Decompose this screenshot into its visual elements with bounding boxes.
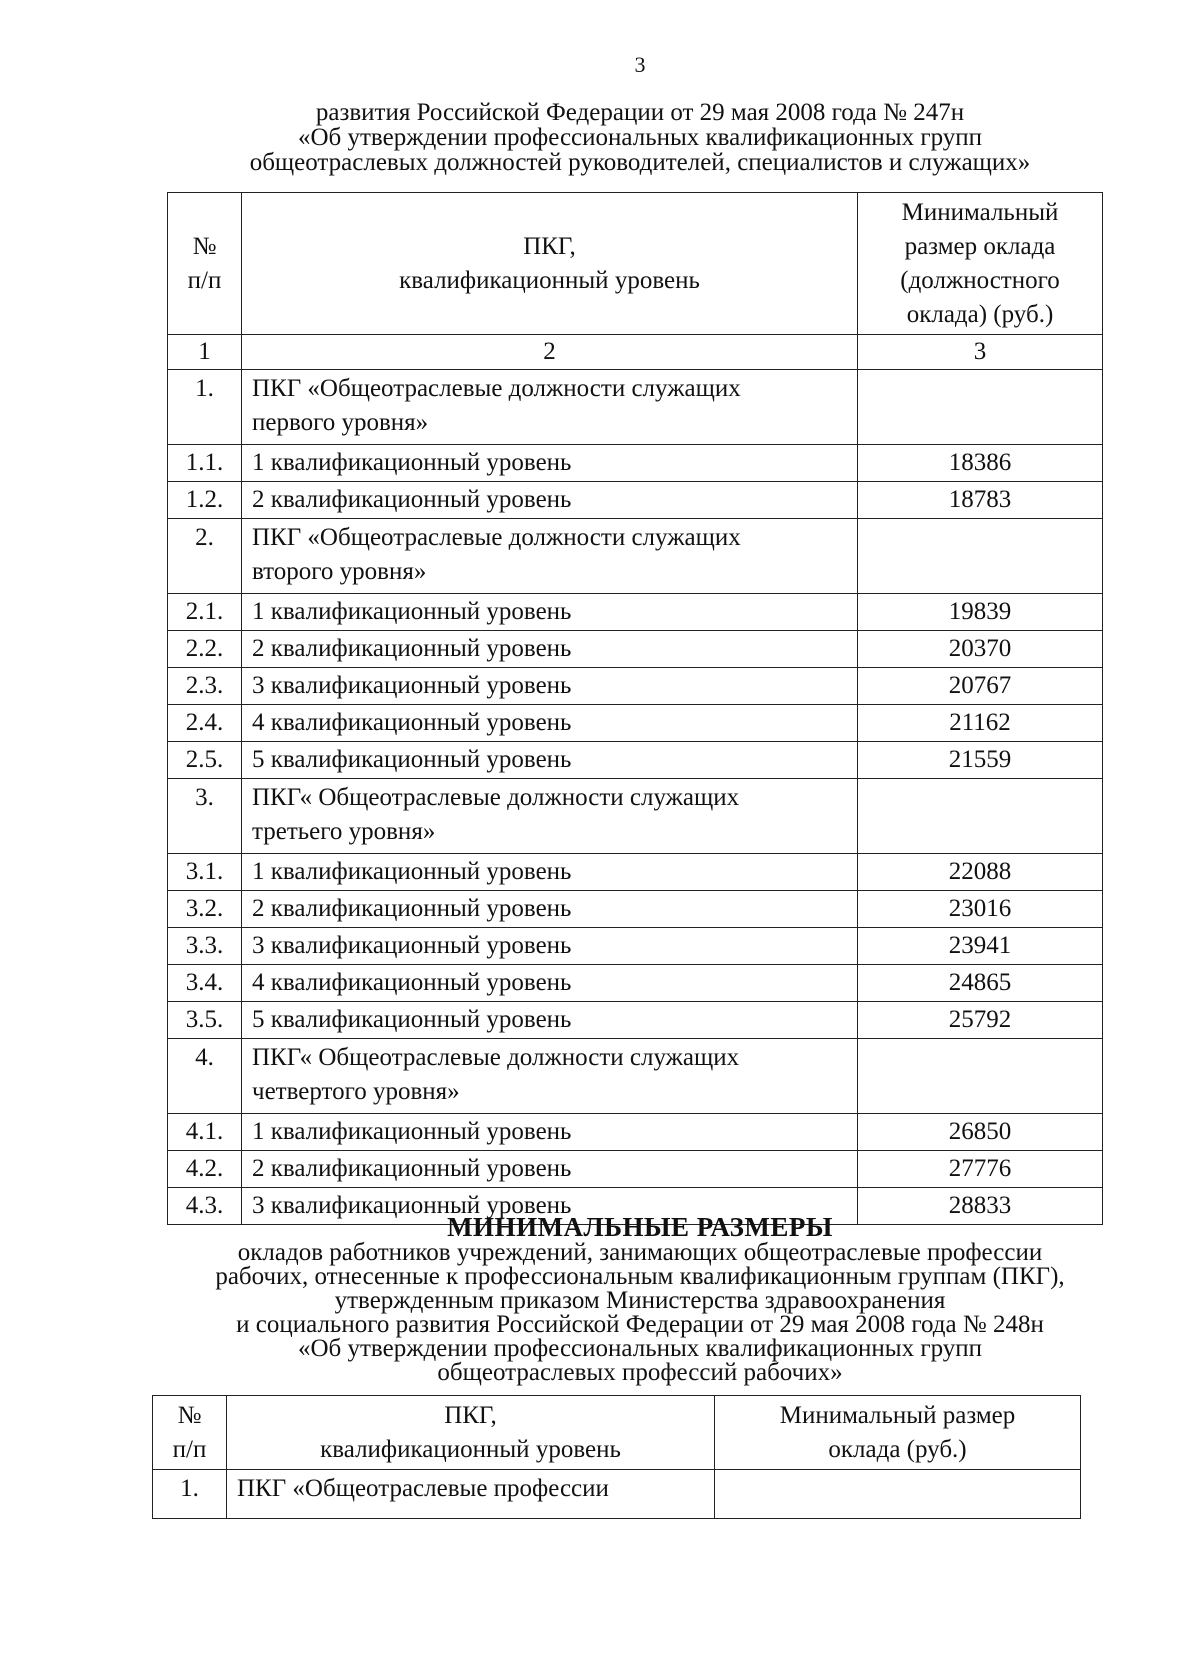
intro-line: общеотраслевых должностей руководителей, специалистов и служащих» [249,149,1031,176]
column-number: 1 [168,335,242,370]
row-number: 2.5. [168,742,242,779]
column-number: 3 [858,335,1103,370]
row-name-line: 4 квалификационный уровень [252,709,572,736]
row-name [242,1114,858,1151]
row-name [242,965,858,1002]
table-row [168,1151,1103,1188]
row-salary-value [858,779,1103,854]
row-name-line: 3 квалификационный уровень [252,1192,572,1219]
row-name-line: 2 квалификационный уровень [252,486,572,513]
subtitle-line: и социального развития Российской Федерации от 29 мая 2008 года № 248н [236,1311,1044,1338]
row-salary-value: 22088 [858,854,1103,891]
row-name-line: 1 квалификационный уровень [252,1118,572,1145]
column-numbers-row [168,335,1103,370]
row-salary-value: 19839 [858,594,1103,631]
table-row [168,594,1103,631]
row-name [242,742,858,779]
row-number: 2.3. [168,668,242,705]
row-salary-value: 28833 [858,1188,1103,1225]
intro-line: «Об утверждении профессиональных квалификационных групп [297,124,983,151]
row-number: 4.3. [168,1188,242,1225]
row-name [242,594,858,631]
subtitle-line: рабочих, отнесенные к профессиональным квалификационным группам (ПКГ), [215,1263,1065,1290]
row-number: 4. [168,1039,242,1114]
row-name-line: третьего уровня» [252,818,436,845]
row-name-line: 2 квалификационный уровень [252,635,572,662]
row-name [242,779,858,854]
salary-table-workers [152,1395,1081,1519]
table-row [168,519,1103,594]
table-header-row [153,1396,1081,1470]
salary-table-positions [167,192,1103,1225]
row-name [242,891,858,928]
page-number: 3 [634,52,646,77]
row-name-line: 2 квалификационный уровень [252,895,572,922]
row-number: 1.1. [168,445,242,482]
row-salary-value [858,1039,1103,1114]
row-salary-value: 26850 [858,1114,1103,1151]
row-number: 2.2. [168,631,242,668]
row-name-line: 3 квалификационный уровень [252,932,572,959]
row-name-line: 2 квалификационный уровень [252,1155,572,1182]
header-number: № п/п [153,1396,227,1470]
row-name [242,519,858,594]
row-name [227,1470,715,1519]
table-header-row [168,193,1103,335]
table-row [168,779,1103,854]
section-subtitle [150,1241,1130,1385]
row-number: 3.5. [168,1002,242,1039]
row-name-line: первого уровня» [252,409,429,436]
table-row [168,482,1103,519]
row-number: 4.2. [168,1151,242,1188]
row-name-line: 1 квалификационный уровень [252,598,572,625]
subtitle-line: общеотраслевых профессий рабочих» [437,1359,843,1386]
row-name-line: 1 квалификационный уровень [252,449,572,476]
row-salary-value: 27776 [858,1151,1103,1188]
table-row [168,742,1103,779]
row-name [242,928,858,965]
table-row [168,928,1103,965]
row-name-line: четвертого уровня» [252,1078,460,1105]
row-name [242,668,858,705]
row-name-line: ПКГ «Общеотраслевые профессии [237,1475,609,1502]
row-salary-value: 20767 [858,668,1103,705]
row-number: 3.1. [168,854,242,891]
row-salary-value: 23941 [858,928,1103,965]
row-number: 1. [168,370,242,445]
row-salary-value: 20370 [858,631,1103,668]
subtitle-line: «Об утверждении профессиональных квалификационных групп [297,1335,983,1362]
row-number: 1. [153,1470,227,1519]
row-number: 2. [168,519,242,594]
header-number: № п/п [168,193,242,335]
row-name [242,854,858,891]
row-number: 3.2. [168,891,242,928]
row-number: 1.2. [168,482,242,519]
row-salary-value: 24865 [858,965,1103,1002]
table-row [168,1002,1103,1039]
row-number: 3.3. [168,928,242,965]
subtitle-line: утвержденным приказом Министерства здравоохранения [334,1287,946,1314]
table-row [168,668,1103,705]
header-min-salary: Минимальный размер оклада (должностного оклада) (руб.) [858,193,1103,335]
row-name [242,705,858,742]
table-row [168,1114,1103,1151]
header-pkg-level: ПКГ, квалификационный уровень [242,193,858,335]
subtitle-line: окладов работников учреждений, занимающих общеотраслевые профессии [237,1239,1043,1266]
document-intro [160,100,1120,175]
row-name-line: 1 квалификационный уровень [252,858,572,885]
header-pkg-level: ПКГ, квалификационный уровень [227,1396,715,1470]
table-row [168,631,1103,668]
row-name-line: ПКГ «Общеотраслевые должности служащих [252,524,741,551]
row-number: 3.4. [168,965,242,1002]
row-name-line: второго уровня» [252,558,427,585]
row-number: 3. [168,779,242,854]
table-row [168,370,1103,445]
row-name-line: 4 квалификационный уровень [252,969,572,996]
row-name-line: 5 квалификационный уровень [252,746,572,773]
header-min-salary: Минимальный размер оклада (руб.) [715,1396,1081,1470]
table-row [168,965,1103,1002]
table-row [168,891,1103,928]
table-row [168,1039,1103,1114]
row-salary-value: 21559 [858,742,1103,779]
table-row [153,1470,1081,1519]
row-salary-value [858,519,1103,594]
row-name-line: 5 квалификационный уровень [252,1006,572,1033]
row-salary-value [858,370,1103,445]
row-salary-value: 23016 [858,891,1103,928]
row-name [242,482,858,519]
row-salary-value [715,1470,1081,1519]
row-name-line: ПКГ «Общеотраслевые должности служащих [252,375,741,402]
row-name-line: ПКГ« Общеотраслевые должности служащих [252,784,740,811]
row-number: 4.1. [168,1114,242,1151]
table-row [168,445,1103,482]
row-name [242,1002,858,1039]
row-name [242,1151,858,1188]
section-title: МИНИМАЛЬНЫЕ РАЗМЕРЫ [447,1212,833,1242]
row-salary-value: 18783 [858,482,1103,519]
table-row [168,705,1103,742]
row-name [242,631,858,668]
row-salary-value: 21162 [858,705,1103,742]
table-row [168,854,1103,891]
row-name [242,445,858,482]
row-number: 2.1. [168,594,242,631]
column-number: 2 [242,335,858,370]
row-name-line: 3 квалификационный уровень [252,672,572,699]
row-name [242,370,858,445]
row-salary-value: 18386 [858,445,1103,482]
row-name-line: ПКГ« Общеотраслевые должности служащих [252,1044,740,1071]
row-name [242,1039,858,1114]
row-salary-value: 25792 [858,1002,1103,1039]
intro-line: развития Российской Федерации от 29 мая 2008 года № 247н [315,99,965,126]
row-number: 2.4. [168,705,242,742]
